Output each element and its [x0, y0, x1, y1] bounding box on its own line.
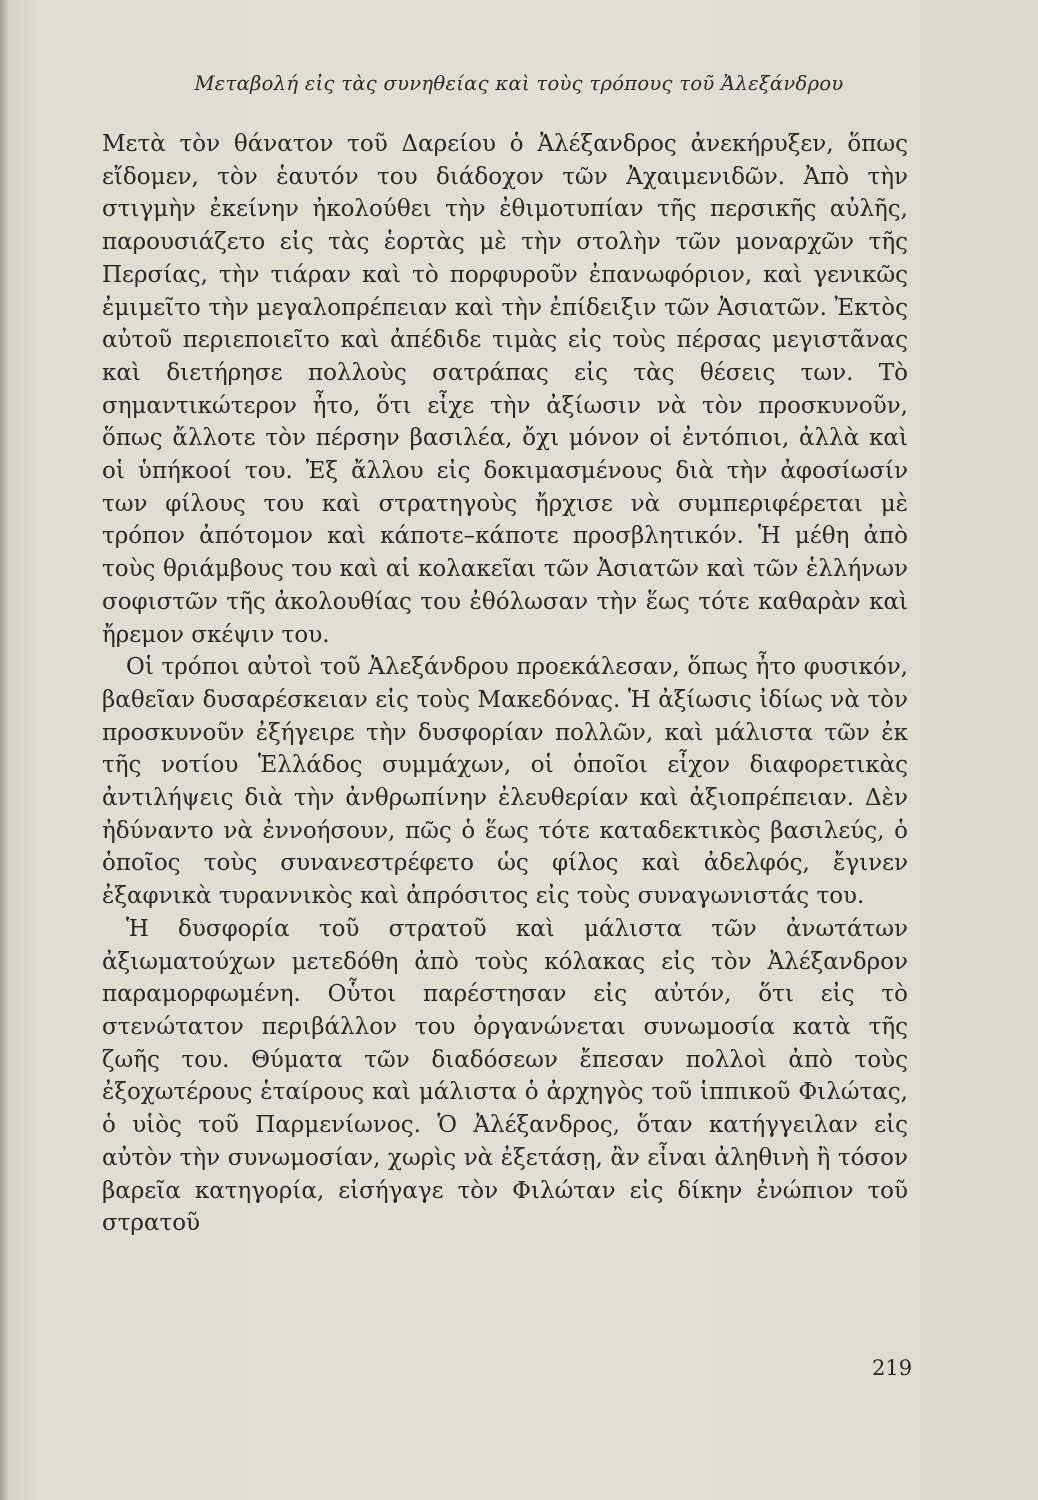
- body-text: [102, 128, 908, 1240]
- paragraph: Οἱ τρόποι αὐτοὶ τοῦ Ἀλεξάνδρου προεκάλεσαν, ὅπως ἦτο φυσικόν, βαθεῖαν δυσαρέσκειαν εἰς τοὺς Μακεδόνας. Ἡ ἀξίωσις ἰδίως νὰ τὸν προσκυνοῦν ἐξήγειρε τὴν δυσφορίαν πολλῶν, καὶ μάλιστα τῶν ἐκ τῆς νοτίου Ἑλλάδος συμμάχων, οἱ ὁποῖοι εἶχον διαφορετικὰς ἀντιλήψεις διὰ τὴν ἀνθρωπίνην ἐλευθερίαν καὶ ἀξιοπρέπειαν. Δὲν ἠδύναντο νὰ ἐννοήσουν, πῶς ὁ ἕως τότε καταδεκτικὸς βασιλεύς, ὁ ὁποῖος τοὺς συνανεστρέφετο ὡς φίλος καὶ ἀδελφός, ἔγινεν ἐξαφνικὰ τυραννικὸς καὶ ἀπρόσιτος εἰς τοὺς συναγωνιστάς του.: [102, 654, 908, 910]
- page-spine-shadow: [0, 0, 8, 1500]
- paragraph: Μετὰ τὸν θάνατον τοῦ Δαρείου ὁ Ἀλέξανδρος ἀνεκήρυξεν, ὅπως εἴδομεν, τὸν ἑαυτόν του διάδοχον τῶν Ἀχαιμενιδῶν. Ἀπὸ τὴν στιγμὴν ἐκείνην ἠκολούθει τὴν ἐθιμοτυπίαν τῆς περσικῆς αὐλῆς, παρουσιάζετο εἰς τὰς ἑορτὰς μὲ τὴν στολὴν τῶν μοναρχῶν τῆς Περσίας, τὴν τιάραν καὶ τὸ πορφυροῦν ἐπανωφόριον, καὶ γενικῶς ἐμιμεῖτο τὴν μεγαλοπρέπειαν καὶ τὴν ἐπίδειξιν τῶν Ἀσιατῶν. Ἐκτὸς αὐτοῦ περιεποιεῖτο καὶ ἀπέδιδε τιμὰς εἰς τοὺς πέρσας μεγιστᾶνας καὶ διετήρησε πολλοὺς σατράπας εἰς τὰς θέσεις των. Τὸ σημαντικώτερον ἦτο, ὅτι εἶχε τὴν ἀξίωσιν νὰ τὸν προσκυνοῦν, ὅπως ἄλλοτε τὸν πέρσην βασιλέα, ὄχι μόνον οἱ ἐντόπιοι, ἀλλὰ καὶ οἱ ὑπήκοοί του. Ἐξ ἄλλου εἰς δοκιμασμένους διὰ τὴν ἀφοσίωσίν των φίλους του καὶ στρατηγοὺς ἤρχισε νὰ συμπεριφέρεται μὲ τρόπον ἀπότομον καὶ κάποτε–κάποτε προσβλητικόν. Ἡ μέθη ἀπὸ τοὺς θριάμβους του καὶ αἱ κολακεῖαι τῶν Ἀσιατῶν καὶ τῶν ἑλλήνων σοφιστῶν τῆς ἀκολουθίας του ἐθόλωσαν τὴν ἕως τότε καθαρὰν καὶ ἤρεμον σκέψιν του.: [102, 131, 908, 648]
- running-head: Μεταβολή εἰς τὰς συνηθείας καὶ τοὺς τρόπους τοῦ Ἀλεξάνδρου: [194, 72, 844, 95]
- paragraph: Ἡ δυσφορία τοῦ στρατοῦ καὶ μάλιστα τῶν ἀνωτάτων ἀξιωματούχων μετεδόθη ἀπὸ τοὺς κόλακας εἰς τὸν Ἀλέξανδρον παραμορφωμένη. Οὗτοι παρέστησαν εἰς αὐτόν, ὅτι εἰς τὸ στενώτατον περιβάλλον του ὀργανώνεται συνωμοσία κατὰ τῆς ζωῆς του. Θύματα τῶν διαδόσεων ἔπεσαν πολλοὶ ἀπὸ τοὺς ἐξοχωτέρους ἑταίρους καὶ μάλιστα ὁ ἀρχηγὸς τοῦ ἱππικοῦ Φιλώτας, ὁ υἱὸς τοῦ Παρμενίωνος. Ὁ Ἀλέξανδρος, ὅταν κατήγγειλαν εἰς αὐτὸν τὴν συνωμοσίαν, χωρὶς νὰ ἐξετάσῃ, ἂν εἶναι ἀληθινὴ ἢ τόσον βαρεῖα κατηγορία, εἰσήγαγε τὸν Φιλώταν εἰς δίκην ἐνώπιον τοῦ στρατοῦ: [102, 915, 908, 1237]
- page-number: 219: [872, 1356, 913, 1380]
